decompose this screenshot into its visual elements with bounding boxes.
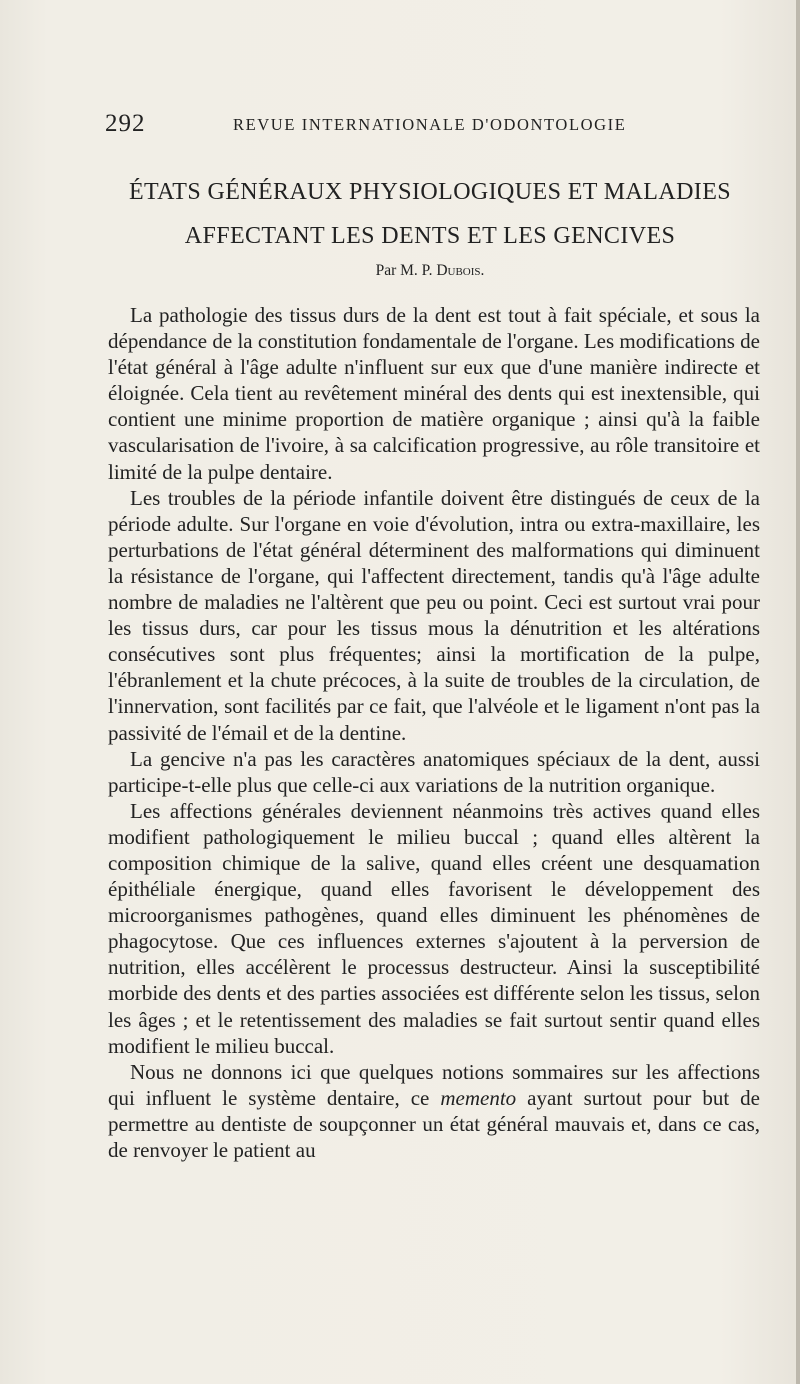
paragraph-3: La gencive n'a pas les caractères anatomiques spéciaux de la dent, aussi participe-t-elle plus que celle-ci aux variations de la nutrition organique. [108, 746, 760, 797]
byline-prefix: Par M. P. [375, 262, 437, 279]
paragraph-5-start: Nous ne donnons ici que quelques notions sommaires sur les affections qui influent le système dentaire, ce [108, 1059, 760, 1110]
page-edge [796, 0, 800, 1384]
byline [100, 262, 760, 280]
journal-title: REVUE INTERNATIONALE D'ODONTOLOGIE [233, 115, 627, 134]
article-title-line-1: ÉTATS GÉNÉRAUX PHYSIOLOGIQUES ET MALADIES [128, 179, 732, 205]
paragraph-4: Les affections générales deviennent néanmoins très actives quand elles modifient pathologiquement le milieu buccal ; quand elles altèrent la composition chimique de la salive, quand elles créent une desquamation épithéliale énergique, quand elles favorisent le développement des microorganismes pathogènes, quand elles diminuent les phénomènes de phagocytose. Que ces influences externes s'ajoutent à la perversion de nutrition, elles accélèrent le processus destructeur. Ainsi la susceptibilité morbide des dents et des parties associées est différente selon les tissus, selon les âges ; et le retentissement des maladies se fait surtout sentir quand elles modifient le milieu buccal. [108, 798, 760, 1058]
paragraph-5 [108, 1059, 760, 1163]
paragraph-5-italic: memento [440, 1085, 517, 1110]
article-title-line-2: AFFECTANT LES DENTS ET LES GENCIVES [184, 223, 676, 249]
running-head [105, 110, 755, 140]
article-title [100, 170, 760, 258]
paragraph-1: La pathologie des tissus durs de la dent est tout à fait spéciale, et sous la dépendance de la constitution fondamentale de l'organe. Les modifications de l'état général à l'âge adulte n'influent sur eux que d'une manière indirecte et éloignée. Cela tient au revêtement minéral des dents qui est inextensible, qui contient une minime proportion de matière organique ; ainsi qu'à la faible vascularisation de l'ivoire, à sa calcification progressive, au rôle transitoire et limité de la pulpe dentaire. [108, 303, 760, 484]
byline-author: Dubois. [436, 262, 485, 279]
article-body [108, 302, 760, 1163]
paragraph-2: Les troubles de la période infantile doivent être distingués de ceux de la période adulte. Sur l'organe en voie d'évolution, intra ou extra-maxillaire, les perturbations de l'état général déterminent des malformations qui diminuent la résistance de l'organe, qui l'affectent directement, tandis qu'à l'âge adulte nombre de maladies ne l'altèrent que peu ou point. Ceci est surtout vrai pour les tissus durs, car pour les tissus mous la dénutrition et les altérations consécutives sont plus fréquentes; ainsi la mortification de la pulpe, l'ébranlement et la chute précoces, à la suite de troubles de la circulation, de l'innervation, sont facilités par ce fait, que l'alvéole et le ligament n'ont pas la passivité de l'émail et de la dentine. [108, 485, 760, 745]
paragraph-5-end: ayant surtout pour but de permettre au dentiste de soupçonner un état général mauvais et, dans ce cas, de renvoyer le patient au [108, 1085, 760, 1162]
page-number: 292 [105, 110, 146, 137]
